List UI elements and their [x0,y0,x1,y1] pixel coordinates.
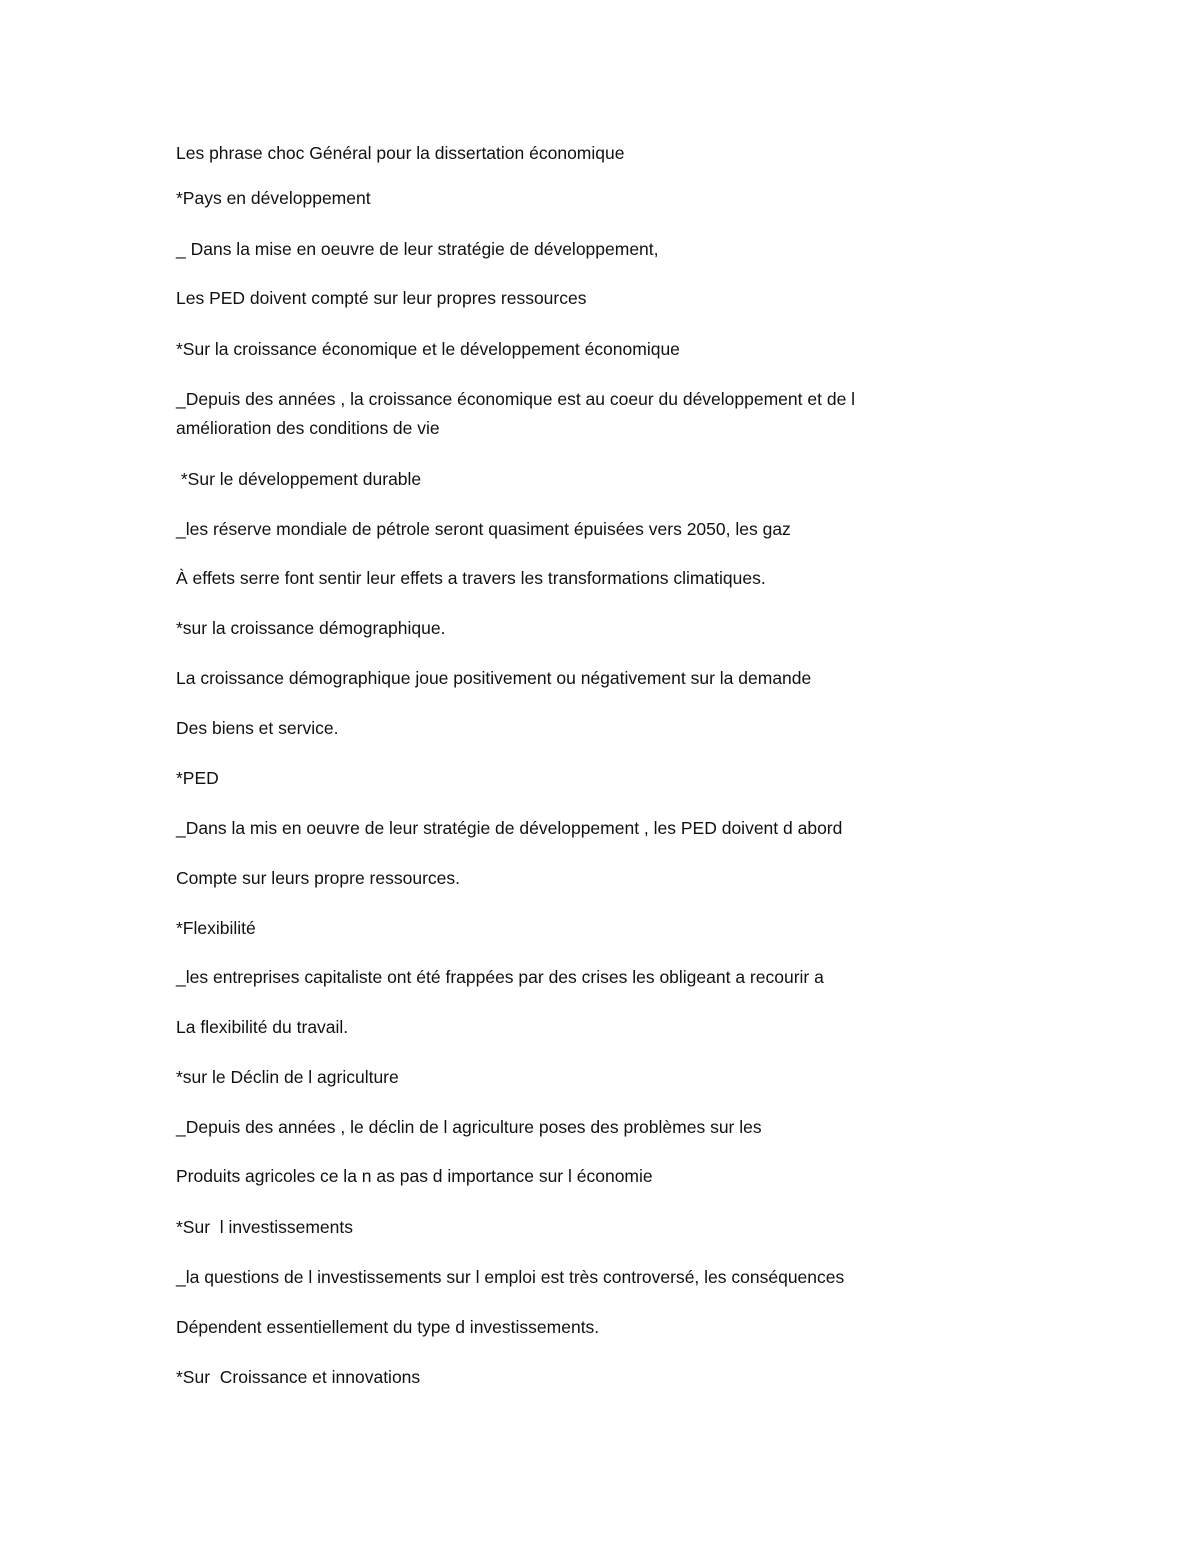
text-line: La flexibilité du travail. [176,1017,349,1037]
text-line: _les entreprises capitaliste ont été frappées par des crises les obligeant a recourir a [176,967,824,987]
text-line: amélioration des conditions de vie [176,418,440,438]
section-heading: *Flexibilité [176,918,256,938]
section-heading: *PED [176,768,219,788]
text-line: Des biens et service. [176,718,339,738]
section-heading: *sur le Déclin de l agriculture [176,1067,399,1087]
text-line: _les réserve mondiale de pétrole seront quasiment épuisées vers 2050, les gaz [176,519,791,539]
text-line: _Depuis des années , le déclin de l agriculture poses des problèmes sur les [176,1117,762,1137]
text-line: _Dans la mis en oeuvre de leur stratégie de développement , les PED doivent d abord [176,818,843,838]
section-heading: *Sur le développement durable [176,469,422,489]
text-line: Dépendent essentiellement du type d investissements. [176,1317,600,1337]
text-line: _Depuis des années , la croissance économique est au coeur du développement et de l [176,389,856,409]
text-line: Les PED doivent compté sur leur propres ressources [176,288,587,308]
text-line: À effets serre font sentir leur effets a travers les transformations climatiques. [176,568,766,588]
section-heading: *sur la croissance démographique. [176,618,446,638]
text-line: _ Dans la mise en oeuvre de leur stratégie de développement, [176,239,659,259]
text-line: _la questions de l investissements sur l emploi est très controversé, les conséquences [176,1267,845,1287]
section-heading: *Sur la croissance économique et le développement économique [176,339,680,359]
text-line: Produits agricoles ce la n as pas d importance sur l économie [176,1166,653,1186]
document-title: Les phrase choc Général pour la dissertation économique [176,143,625,163]
text-line: Compte sur leurs propre ressources. [176,868,460,888]
text-line: La croissance démographique joue positivement ou négativement sur la demande [176,668,812,688]
section-heading: *Pays en développement [176,188,371,208]
section-heading: *Sur Croissance et innovations [176,1367,421,1387]
section-heading: *Sur l investissements [176,1217,354,1237]
